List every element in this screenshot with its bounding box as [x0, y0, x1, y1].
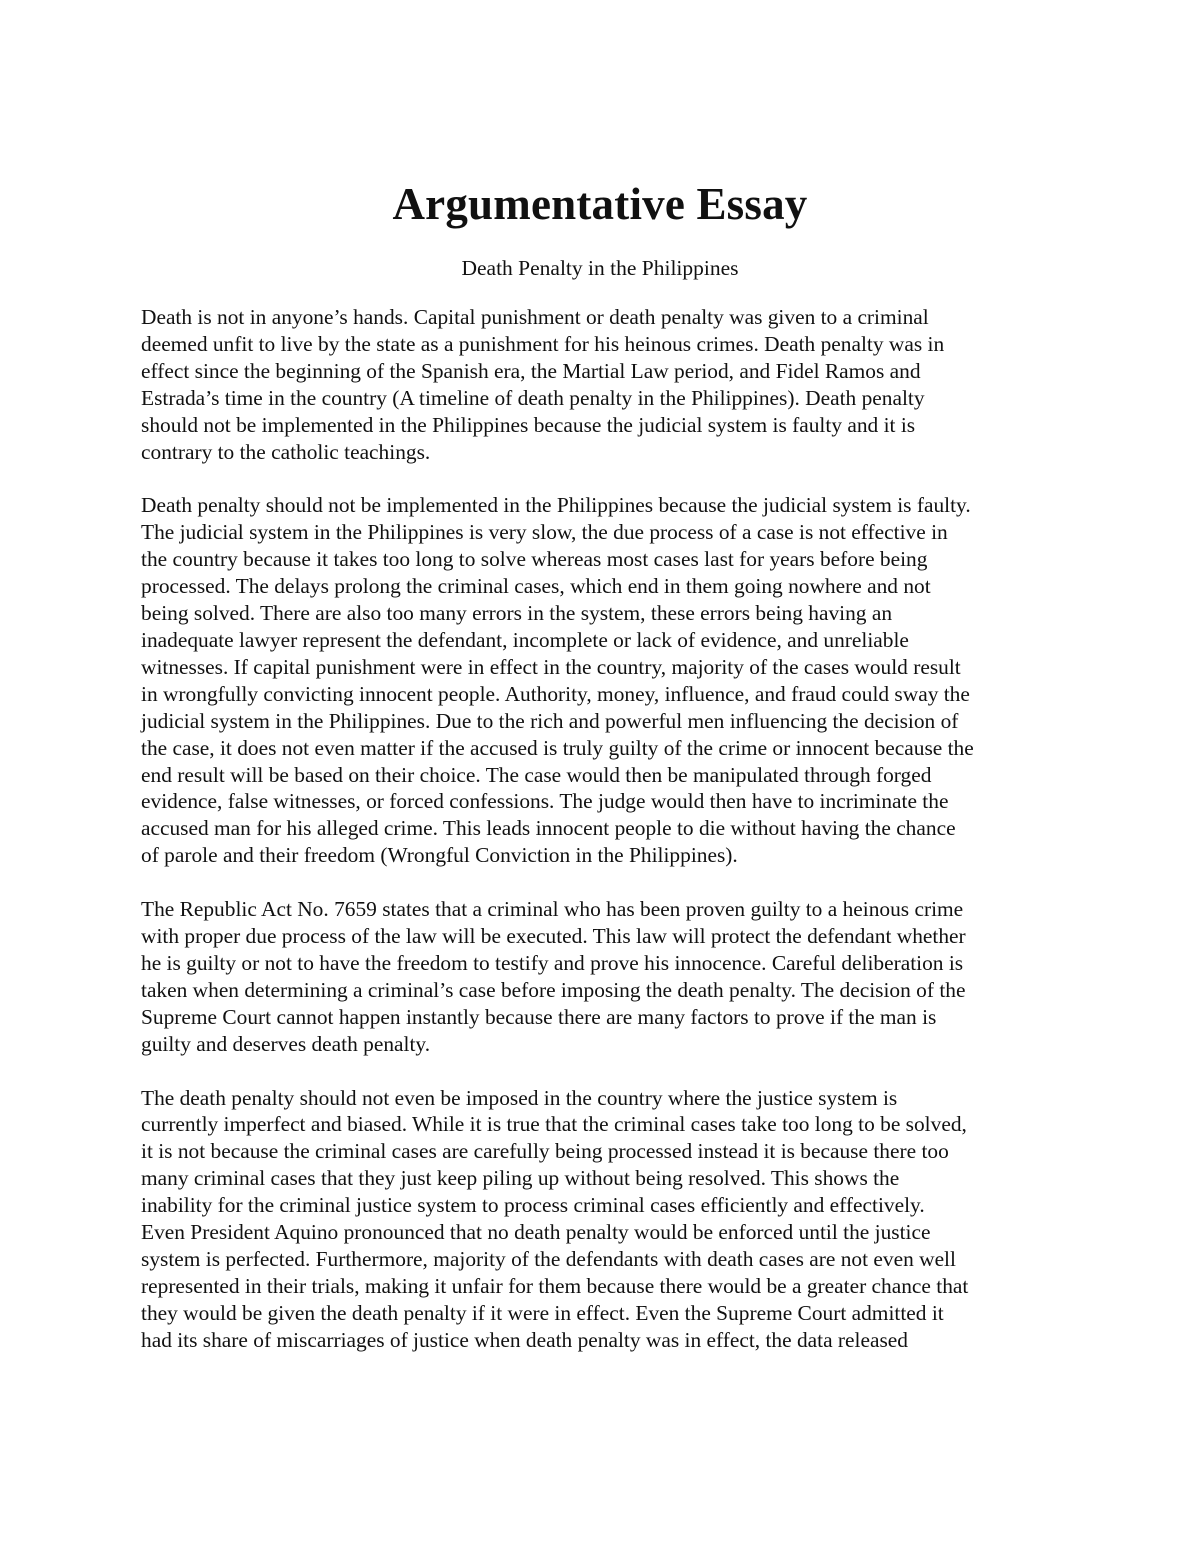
paragraph-imperfect-justice	[141, 1085, 1071, 1354]
text-line: accused man for his alleged crime. This leads innocent people to die without having the chance	[141, 816, 956, 841]
text-line: it is not because the criminal cases are carefully being processed instead it is because there too	[141, 1139, 949, 1164]
text-line: currently imperfect and biased. While it is true that the criminal cases take too long to be solved,	[141, 1112, 967, 1137]
text-line: the case, it does not even matter if the accused is truly guilty of the crime or innocent because the	[141, 735, 974, 760]
text-line: he is guilty or not to have the freedom to testify and prove his innocence. Careful deliberation is	[141, 950, 964, 975]
text-line: being solved. There are also too many errors in the system, these errors being having an	[141, 601, 893, 626]
text-line: had its share of miscarriages of justice when death penalty was in effect, the data released	[141, 1327, 908, 1352]
text-line: in wrongfully convicting innocent people. Authority, money, influence, and fraud could sway the	[141, 681, 970, 706]
text-line: witnesses. If capital punishment were in effect in the country, majority of the cases would result	[141, 654, 961, 679]
text-line: with proper due process of the law will be executed. This law will protect the defendant whether	[141, 924, 966, 949]
text-line: inability for the criminal justice system to process criminal cases efficiently and effectively.	[141, 1193, 925, 1218]
text-line: many criminal cases that they just keep piling up without being resolved. This shows the	[141, 1166, 900, 1191]
text-line: guilty and deserves death penalty.	[141, 1031, 431, 1056]
text-line: system is perfected. Furthermore, majority of the defendants with death cases are not even well	[141, 1247, 956, 1271]
text-line: The Republic Act No. 7659 states that a criminal who has been proven guilty to a heinous crime	[141, 897, 964, 922]
text-line: inadequate lawyer represent the defendant, incomplete or lack of evidence, and unreliable	[141, 627, 909, 652]
text-line: contrary to the catholic teachings.	[141, 439, 431, 464]
text-line: Supreme Court cannot happen instantly because there are many factors to prove if the man is	[141, 1004, 937, 1029]
text-line: of parole and their freedom (Wrongful Conviction in the Philippines).	[141, 843, 738, 868]
text-line: The death penalty should not even be imposed in the country where the justice system is	[141, 1085, 898, 1110]
paragraph-republic-act	[141, 896, 1071, 1057]
text-line: judicial system in the Philippines. Due to the rich and powerful men influencing the decision of	[141, 708, 959, 733]
text-line: end result will be based on their choice. The case would then be manipulated through forged	[141, 762, 932, 787]
text-line: effect since the beginning of the Spanish era, the Martial Law period, and Fidel Ramos and	[141, 358, 921, 383]
text-line: Even President Aquino pronounced that no death penalty would be enforced until the justice	[141, 1220, 931, 1245]
text-line: represented in their trials, making it unfair for them because there would be a greater chance that	[141, 1273, 969, 1298]
paragraph-introduction	[141, 304, 1071, 465]
text-line: Death penalty should not be implemented in the Philippines because the judicial system is faulty.	[141, 493, 971, 518]
text-line: they would be given the death penalty if it were in effect. Even the Supreme Court admitted it	[141, 1300, 944, 1325]
text-line: Death is not in anyone’s hands. Capital punishment or death penalty was given to a criminal	[141, 305, 929, 329]
text-line: processed. The delays prolong the criminal cases, which end in them going nowhere and not	[141, 574, 931, 599]
text-line: the country because it takes too long to solve whereas most cases last for years before being	[141, 547, 928, 572]
text-line: deemed unfit to live by the state as a punishment for his heinous crimes. Death penalty was in	[141, 331, 945, 356]
text-line: evidence, false witnesses, or forced confessions. The judge would then have to incriminate the	[141, 789, 949, 814]
text-line: should not be implemented in the Philippines because the judicial system is faulty and it is	[141, 412, 916, 437]
document-title: Argumentative Essay	[392, 179, 808, 229]
text-line: The judicial system in the Philippines is very slow, the due process of a case is not effective in	[141, 520, 948, 545]
document-subtitle: Death Penalty in the Philippines	[461, 256, 739, 280]
text-line: taken when determining a criminal’s case before imposing the death penalty. The decision of the	[141, 977, 966, 1002]
paragraph-judicial-system	[141, 492, 1071, 869]
essay-body	[141, 304, 1071, 1381]
text-line: Estrada’s time in the country (A timeline of death penalty in the Philippines). Death penalty	[141, 385, 925, 410]
